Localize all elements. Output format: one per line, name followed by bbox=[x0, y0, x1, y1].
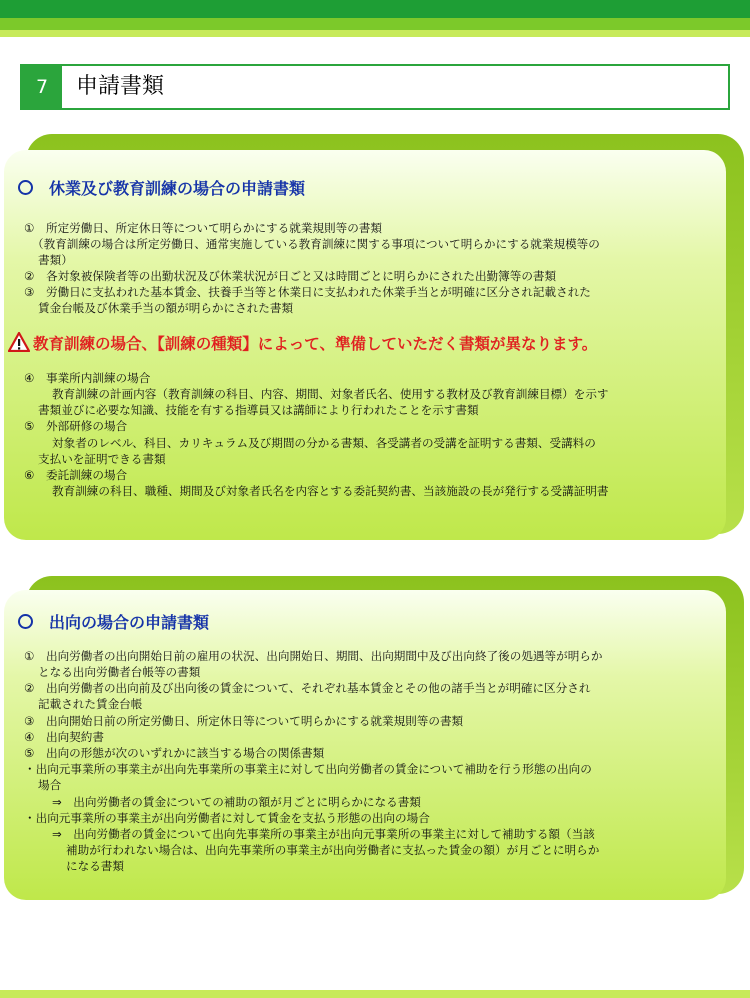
list-bullet: ・出向元事業所の事業主が出向労働者に対して賃金を支払う形態の出向の場合 bbox=[24, 811, 430, 825]
list-item: ⑤ 出向の形態が次のいずれかに該当する場合の関係書類 bbox=[24, 746, 325, 760]
list-item: ① 所定労働日、所定休日等について明らかにする就業規則等の書類 bbox=[24, 221, 382, 235]
list-item-cont: となる出向労働者台帳等の書類 bbox=[38, 665, 201, 679]
list-item: ② 各対象被保険者等の出勤状況及び休業状況が日ごと又は時間ごとに明らかにされた出勤簿等の書類 bbox=[24, 269, 557, 283]
section-title: 申請書類 bbox=[76, 74, 165, 99]
panel-leave-training bbox=[0, 134, 750, 544]
list-arrow-cont: 補助が行われない場合は、出向先事業所の事業主が出向労働者に支払った賃金の額）が月ごとに明らか bbox=[66, 843, 600, 857]
list-item-desc: 支払いを証明できる書類 bbox=[38, 452, 166, 466]
section-number: 7 bbox=[22, 66, 62, 108]
warning-text: 教育訓練の場合、【訓練の種類】によって、準備していただく書類が異なります。 bbox=[33, 335, 598, 353]
panel-secondment-title: 出向の場合の申請書類 bbox=[49, 613, 210, 632]
list-arrow-item: ⇒ 出向労働者の賃金について出向先事業所の事業主が出向元事業所の事業主に対して補助する額（当該 bbox=[52, 827, 595, 841]
list-arrow-cont: になる書類 bbox=[66, 859, 124, 873]
list-item-desc: 教育訓練の計画内容（教育訓練の科目、内容、期間、対象者氏名、使用する教材及び教育訓練目標）を示す bbox=[52, 387, 609, 401]
list-item: ④ 出向契約書 bbox=[24, 730, 104, 744]
panel-secondment-heading bbox=[18, 610, 209, 633]
list-item-desc: 書類並びに必要な知識、技能を有する指導員又は講師により行われたことを示す書類 bbox=[38, 403, 479, 417]
panel-leave-training-heading bbox=[18, 176, 305, 199]
panel-secondment bbox=[0, 576, 750, 906]
bottom-band bbox=[0, 990, 750, 998]
panel-leave-training-body bbox=[4, 150, 726, 540]
list-item-note: 書類） bbox=[38, 253, 73, 267]
section-header bbox=[20, 64, 730, 110]
circle-bullet-icon bbox=[18, 180, 33, 195]
list-item-desc: 教育訓練の科目、職種、期間及び対象者氏名を内容とする委託契約書、当該施設の長が発行する受講証明書 bbox=[52, 484, 609, 498]
list-item-note: （教育訓練の場合は所定労働日、通常実施している教育訓練に関する事項について明らかにする就業規模等の bbox=[32, 237, 600, 251]
list-item: ① 出向労働者の出向開始日前の雇用の状況、出向開始日、期間、出向期間中及び出向終了後の処遇等が明らか bbox=[24, 649, 603, 663]
list-item: ③ 労働日に支払われた基本賃金、扶養手当等と休業日に支払われた休業手当とが明確に区分され記載された bbox=[24, 285, 591, 299]
list-item: ② 出向労働者の出向前及び出向後の賃金について、それぞれ基本賃金とその他の諸手当とが明確に区分され bbox=[24, 681, 591, 695]
warning-icon bbox=[8, 332, 30, 356]
list-item-cont: 賃金台帳及び休業手当の額が明らかにされた書類 bbox=[38, 301, 294, 315]
top-band-dark bbox=[0, 0, 750, 18]
panel-leave-training-title: 休業及び教育訓練の場合の申請書類 bbox=[49, 179, 306, 198]
list-bullet-cont: 場合 bbox=[38, 778, 62, 792]
top-band-light bbox=[0, 30, 750, 37]
list-item: ⑥ 委託訓練の場合 bbox=[24, 468, 128, 482]
list-bullet: ・出向元事業所の事業主が出向先事業所の事業主に対して出向労働者の賃金について補助を行う形態の出向の bbox=[24, 762, 592, 776]
list-item: ⑤ 外部研修の場合 bbox=[24, 419, 128, 433]
list-item: ③ 出向開始日前の所定労働日、所定休日等について明らかにする就業規則等の書類 bbox=[24, 714, 464, 728]
warning-notice bbox=[8, 332, 597, 356]
list-item-desc: 対象者のレベル、科目、カリキュラム及び期間の分かる書類、各受講者の受講を証明する書類、受講料の bbox=[52, 436, 596, 450]
panel-secondment-body bbox=[4, 590, 726, 900]
top-band-mid bbox=[0, 18, 750, 30]
list-item-cont: 記載された賃金台帳 bbox=[38, 697, 143, 711]
list-item: ④ 事業所内訓練の場合 bbox=[24, 371, 151, 385]
list-arrow-item: ⇒ 出向労働者の賃金についての補助の額が月ごとに明らかになる書類 bbox=[52, 795, 421, 809]
circle-bullet-icon bbox=[18, 614, 33, 629]
